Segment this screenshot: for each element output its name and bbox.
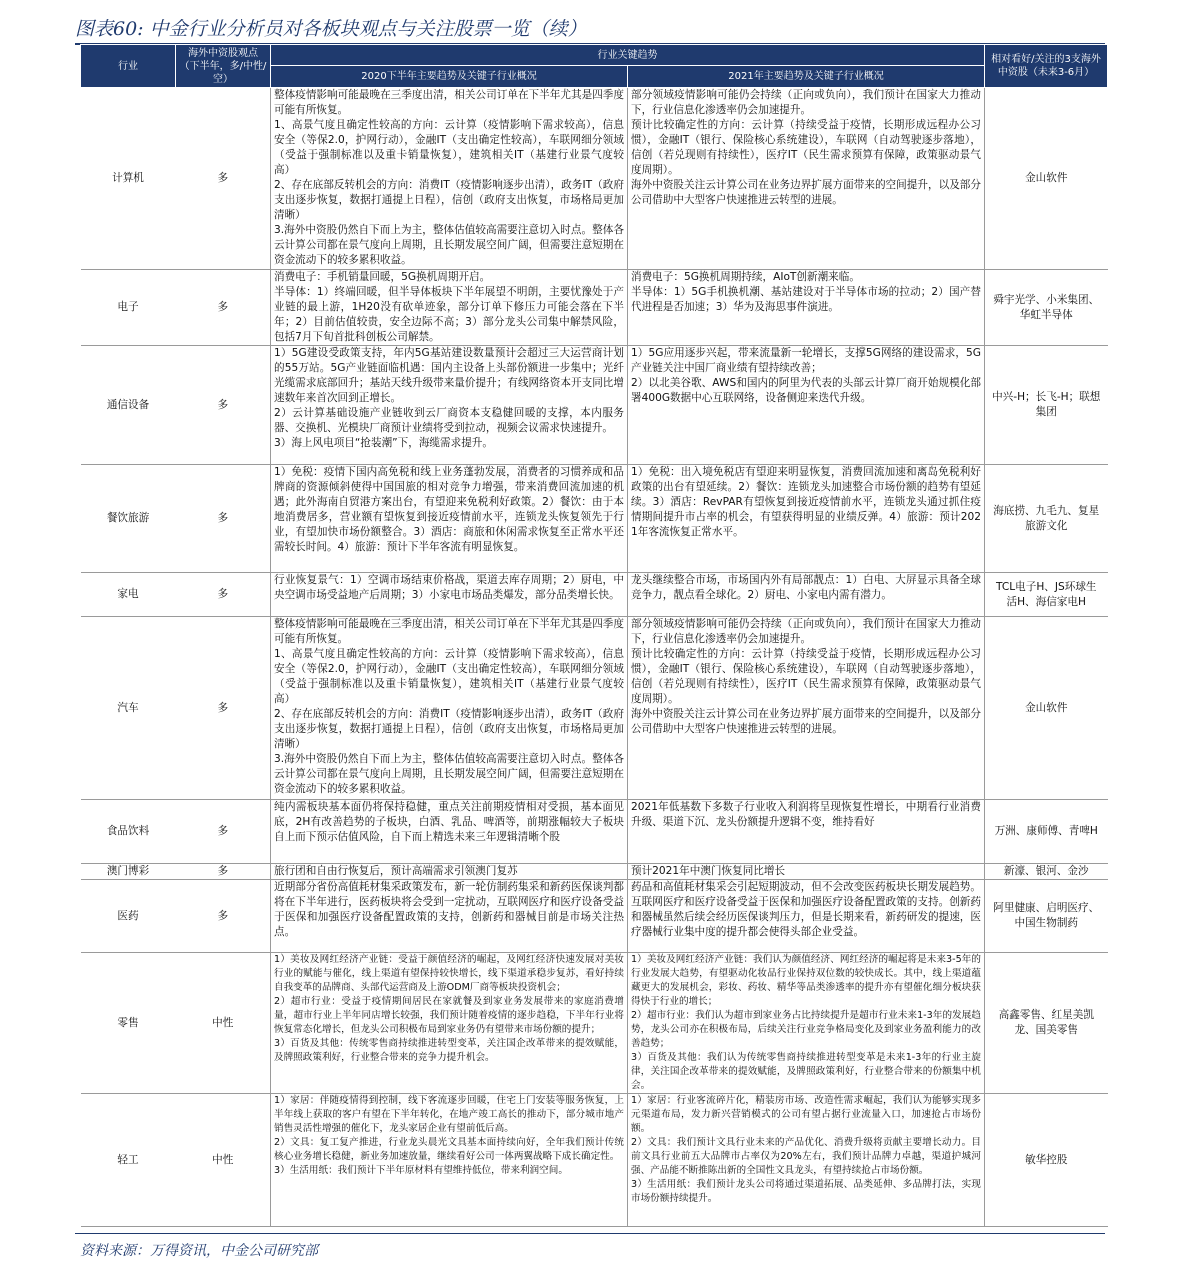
stocks-cell: 海底捞、九毛九、复星旅游文化 — [985, 465, 1108, 573]
industry-cell: 轻工 — [81, 1094, 176, 1227]
stocks-cell: 金山软件 — [985, 88, 1108, 270]
trend-2021-cell: 1）5G应用逐步兴起，带来流量新一轮增长，支撑5G网络的建设需求，5G产业链关注中国厂商业绩有望持续改善； 2）以北美谷歌、AWS和国内的阿里为代表的头部云计算厂商开始规模化部署400G数据中心互联网络，设备侧迎来迭代升级。 — [628, 346, 985, 465]
trend-2020-cell: 近期部分省份高值耗材集采政策发布，新一轮仿制药集采和新药医保谈判都将在下半年进行，医药板块将会受到一定扰动，互联网医疗和医疗设备受益于医保和加强医疗设备配置政策的支持，创新药和器械目前是市场关注热点。 — [271, 880, 628, 953]
industry-cell: 医药 — [81, 880, 176, 953]
trend-2021-cell: 部分领域疫情影响可能仍会持续（正向或负向），我们预计在国家大力推动下，行业信息化渗透率仍会加速提升。 预计比较确定性的方向：云计算（持续受益于疫情，长期形成远程办公习惯），金融IT（银行、保险核心系统建设），车联网（自动驾驶逐步落地），信创（若兑现则有持续性），医疗IT（民生需求预算有保障，政策驱动景气度周期）。 海外中资股关注云计算公司在业务边界扩展方面带来的空间提升，以及部分公司借助中大型客户快速推进云转型的进展。 — [628, 617, 985, 800]
view-cell: 中性 — [176, 953, 271, 1094]
table-row — [81, 617, 1108, 800]
table-row — [81, 346, 1108, 465]
header-view: 海外中资股观点（下半年，多/中性/空） — [176, 45, 271, 88]
view-cell: 多 — [176, 617, 271, 800]
industry-cell: 澳门博彩 — [81, 864, 176, 880]
view-cell: 多 — [176, 800, 271, 864]
trend-2021-cell: 1）免税：出入境免税店有望迎来明显恢复，消费回流加速和离岛免税利好政策的出台有望延续。2）餐饮：连锁龙头加速整合市场份额的趋势有望延续。3）酒店：RevPAR有望恢复到接近疫情前水平，连锁龙头通过抓住疫情期间提升市占率的机会，有望获得明显的业绩反弹。4）旅游：预计2021年客流恢复正常水平。 — [628, 465, 985, 573]
stocks-cell: 万洲、康师傅、青啤H — [985, 800, 1108, 864]
trend-2020-cell: 纯内需板块基本面仍将保持稳健，重点关注前期疫情相对受损，基本面见底，2H有改善趋势的子板块，白酒、乳品、啤酒等，前期涨幅较大子板块自上而下预示估值风险，自下而上精选未来三年逻辑清晰个股 — [271, 800, 628, 864]
trend-2020-cell: 1）免税：疫情下国内高免税和线上业务蓬勃发展，消费者的习惯养成和品牌商的资源倾斜使得中国国旅的相对竞争力增强，带来消费回流加速的机遇；此外海南自贸港方案出台，有望迎来免税利好政策。2）餐饮：由于本地消费居多，营业额有望恢复到接近疫情前水平，连锁龙头恢复领先于行业，有望加快市场份额整合。3）酒店：商旅和休闲需求恢复至正常水平还需较长时间。4）旅游：预计下半年客流有明显恢复。 — [271, 465, 628, 573]
table-row — [81, 800, 1108, 864]
stocks-cell: 高鑫零售、红星美凯龙、国美零售 — [985, 953, 1108, 1094]
trend-2021-cell: 预计2021年中澳门恢复同比增长 — [628, 864, 985, 880]
table-row — [81, 1094, 1108, 1227]
trend-2021-cell: 1）家居：行业客流碎片化，精装房市场、改造性需求崛起，我们认为能够实现多元渠道布局，发力新兴营销模式的公司有望占据行业流量入口，加速抢占市场份额。 2）文具：我们预计文具行业未来的产品优化、消费升级将贡献主要增长动力。目前文具行业前五大品牌市占率仅为20%左右，我们预计品牌力卓越，渠道护城河强、产品能不断推陈出新的全国性文具龙头，有望持续抢占市场份额。 3）生活用纸：我们预计龙头公司将通过渠道拓展、品类延伸、多品牌打法，实现市场份额持续提升。 — [628, 1094, 985, 1227]
page-title: 图表60: 中金行业分析员对各板块观点与关注股票一览（续） — [75, 18, 587, 40]
header-2021: 2021年主要趋势及关键子行业概况 — [628, 66, 985, 88]
trend-2020-cell: 旅行团和自由行恢复后，预计高端需求引领澳门复苏 — [271, 864, 628, 880]
header-industry: 行业 — [81, 45, 176, 88]
trend-2020-cell: 行业恢复景气：1）空调市场结束价格战，渠道去库存周期；2）厨电，中央空调市场受益地产后周期；3）小家电市场品类爆发，部分品类增长快。 — [271, 573, 628, 617]
header-trend: 行业关键趋势 — [271, 45, 985, 66]
view-cell: 多 — [176, 346, 271, 465]
trend-2021-cell: 部分领域疫情影响可能仍会持续（正向或负向），我们预计在国家大力推动下，行业信息化渗透率仍会加速提升。 预计比较确定性的方向：云计算（持续受益于疫情，长期形成远程办公习惯），金融IT（银行、保险核心系统建设），车联网（自动驾驶逐步落地），信创（若兑现则有持续性），医疗IT（民生需求预算有保障，政策驱动景气度周期）。 海外中资股关注云计算公司在业务边界扩展方面带来的空间提升，以及部分公司借助中大型客户快速推进云转型的进展。 — [628, 88, 985, 270]
table-row — [81, 270, 1108, 346]
view-cell: 多 — [176, 88, 271, 270]
industry-cell: 汽车 — [81, 617, 176, 800]
stocks-cell: TCL电子H、JS环球生活H、海信家电H — [985, 573, 1108, 617]
header-stocks: 相对看好/关注的3支海外中资股（未来3-6月） — [985, 45, 1108, 88]
stocks-cell: 舜宇光学、小米集团、华虹半导体 — [985, 270, 1108, 346]
trend-2021-cell: 1）美妆及网红经济产业链：我们认为颜值经济、网红经济的崛起将是未来3-5年的行业发展大趋势，有望驱动化妆品行业保持双位数的较快成长。其中，线上渠道蕴藏更大的发展机会，彩妆、药妆、精华等品类渗透率的提升亦有望催化细分板块获得快于行业的增长； 2）超市行业：我们认为超市到家业务占比持续提升是超市行业未来1-3年的发展趋势，龙头公司亦在积极布局，后续关注行业竞争格局变化及到家业务盈利能力的改善趋势； 3）百货及其他：我们认为传统零售商持续推进转型变革是未来1-3年的行业主旋律，关注国企改革带来的提效赋能，及牌照政策利好，行业整合带来的份额集中机会。 — [628, 953, 985, 1094]
industry-cell: 食品饮料 — [81, 800, 176, 864]
trend-2020-cell: 1）家居：伴随疫情得到控制，线下客流逐步回暖，住宅上门安装等服务恢复，上半年线上获取的客户有望在下半年转化，在地产竣工高长的推动下，部分城市地产销售灵活性增强的催化下，龙头家居企业有望前低后高。 2）文具：复工复产推进，行业龙头晨光文具基本面持续向好，全年我们预计传统核心业务增长稳健，新业务加速放量，继续看好公司一体两翼战略下成长确定性。 3）生活用纸：我们预计下半年原材料有望维持低位，带来利润空间。 — [271, 1094, 628, 1227]
view-cell: 中性 — [176, 1094, 271, 1227]
table-body — [81, 88, 1108, 1227]
industry-cell: 通信设备 — [81, 346, 176, 465]
table-row — [81, 573, 1108, 617]
trend-2020-cell: 1）美妆及网红经济产业链：受益于颜值经济的崛起，及网红经济快速发展对美妆行业的赋能与催化，线上渠道有望保持较快增长，线下渠道承稳步复苏，看好持续自我变革的品牌商、头部代运营商及上游ODM厂商等板块投资机会； 2）超市行业：受益于疫情期间居民在家就餐及到家业务发展带来的家庭消费增量，超市行业上半年同店增长较强，我们预计随着疫情的逐步趋稳，下半年行业将恢复常态化增长，但龙头公司积极布局到家业务仍有望带来市场份额的提升； 3）百货及其他：传统零售商持续推进转型变革，关注国企改革带来的提效赋能，及牌照政策利好，行业整合带来的竞争力提升机会。 — [271, 953, 628, 1094]
trend-2021-cell: 消费电子：5G换机周期持续，AIoT创新潮来临。 半导体：1）5G手机换机潮、基站建设对于半导体市场的拉动；2）国产替代进程是否加速；3）华为及海思事件演进。 — [628, 270, 985, 346]
view-cell: 多 — [176, 465, 271, 573]
table-row — [81, 864, 1108, 880]
stocks-cell: 金山软件 — [985, 617, 1108, 800]
industry-cell: 餐饮旅游 — [81, 465, 176, 573]
bottom-divider — [75, 1233, 1105, 1234]
stocks-cell: 新濠、银河、金沙 — [985, 864, 1108, 880]
view-cell: 多 — [176, 880, 271, 953]
stocks-cell: 敏华控股 — [985, 1094, 1108, 1227]
industry-cell: 零售 — [81, 953, 176, 1094]
trend-2021-cell: 2021年低基数下多数子行业收入利润将呈现恢复性增长，中期看行业消费升级、渠道下沉、龙头份额提升逻辑不变，维持看好 — [628, 800, 985, 864]
table-header — [81, 45, 1108, 88]
source-note: 资料来源：万得资讯，中金公司研究部 — [80, 1243, 318, 1259]
industry-cell: 计算机 — [81, 88, 176, 270]
table-row — [81, 465, 1108, 573]
stocks-cell: 中兴-H；长飞-H；联想集团 — [985, 346, 1108, 465]
view-cell: 多 — [176, 270, 271, 346]
trend-2021-cell: 药品和高值耗材集采会引起短期波动，但不会改变医药板块长期发展趋势。互联网医疗和医疗设备受益于医保和加强医疗设备配置政策的支持。创新药和器械虽然后续会经历医保谈判压力，但是长期来看，新药研发的提速，医疗器械行业集中度的提升都会使得头部企业受益。 — [628, 880, 985, 953]
table-row — [81, 953, 1108, 1094]
trend-2020-cell: 消费电子：手机销量回暖，5G换机周期开启。 半导体：1）终端回暖，但半导体板块下半年展望不明朗，主要忧豫处于产业链的最上游，1H20没有砍单迹象，部分订单下修压力可能会落在下半年；2）目前估值较贵，安全边际不高；3）部分龙头公司集中解禁风险，包括7月下旬首批科创板公司解禁。 — [271, 270, 628, 346]
trend-2020-cell: 整体疫情影响可能最晚在三季度出清，相关公司订单在下半年尤其是四季度可能有所恢复。 1、高景气度且确定性较高的方向：云计算（疫情影响下需求较高），信息安全（等保2.0，护网行动），金融IT（支出确定性较高），车联网细分领域（受益于强制标准以及重卡销量恢复），建筑相关IT（基建行业景气度较高） 2、存在底部反转机会的方向：消费IT（疫情影响逐步出清），政务IT（政府支出逐步恢复，数据打通提上日程），信创（政府支出恢复，市场格局更加清晰） 3.海外中资股仍然自下而上为主，整体估值较高需要注意切入时点。整体各云计算公司都在景气度向上周期，且长期发展空间广阔，但需要注意短期在资金流动下的较多累积收益。 — [271, 617, 628, 800]
view-cell: 多 — [176, 573, 271, 617]
view-cell: 多 — [176, 864, 271, 880]
industry-cell: 电子 — [81, 270, 176, 346]
trend-2021-cell: 龙头继续整合市场，市场国内外有局部靓点：1）白电、大屏显示具备全球竞争力，靓点看全球化。2）厨电、小家电内需有潜力。 — [628, 573, 985, 617]
table-row — [81, 880, 1108, 953]
stocks-cell: 阿里健康、启明医疗、中国生物制药 — [985, 880, 1108, 953]
trend-2020-cell: 整体疫情影响可能最晚在三季度出清，相关公司订单在下半年尤其是四季度可能有所恢复。 1、高景气度且确定性较高的方向：云计算（疫情影响下需求较高），信息安全（等保2.0，护网行动），金融IT（支出确定性较高），车联网细分领域（受益于强制标准以及重卡销量恢复），建筑相关IT（基建行业景气度较高） 2、存在底部反转机会的方向：消费IT（疫情影响逐步出清），政务IT（政府支出逐步恢复，数据打通提上日程），信创（政府支出恢复，市场格局更加清晰） 3.海外中资股仍然自下而上为主，整体估值较高需要注意切入时点。整体各云计算公司都在景气度向上周期，且长期发展空间广阔，但需要注意短期在资金流动下的较多累积收益。 — [271, 88, 628, 270]
table-row — [81, 88, 1108, 270]
header-2020: 2020下半年主要趋势及关键子行业概况 — [271, 66, 628, 88]
trend-2020-cell: 1）5G建设受政策支持，年内5G基站建设数量预计会超过三大运营商计划的55万站。5G产业链面临机遇：国内主设备上头部份额进一步集中；光纤光缆需求底部回升；基站天线升级带来量价提升；有线网络资本开支同比增速数年来首次回到正增长。 2）云计算基础设施产业链收到云厂商资本支稳健回暖的支撑，本内服务器、交换机、光模块厂商预计业绩将受到拉动，视频会议需求快速提升。 3）海上风电项目“抢装潮”下，海缆需求提升。 — [271, 346, 628, 465]
industry-cell: 家电 — [81, 573, 176, 617]
sector-view-table — [80, 44, 1108, 1227]
